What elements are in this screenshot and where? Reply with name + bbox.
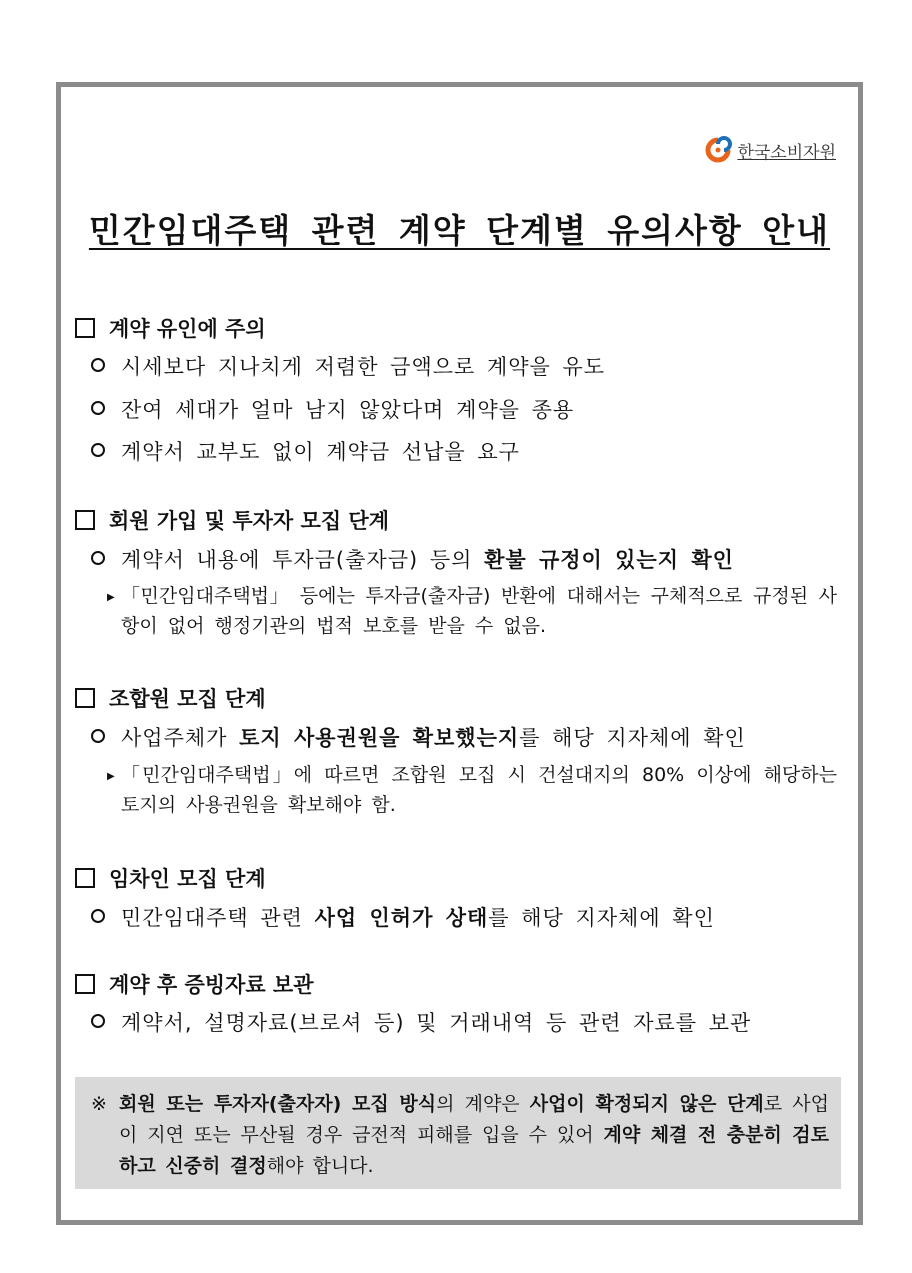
org-name: 한국소비자원	[737, 142, 836, 163]
circle-bullet-icon	[91, 551, 105, 565]
page-title: 민간임대주택 관련 계약 단계별 유의사항 안내	[88, 211, 831, 250]
circle-bullet-icon	[91, 1014, 105, 1028]
section-heading: 임차인 모집 단계	[75, 863, 266, 893]
caution-note	[75, 1077, 841, 1189]
checkbox-square-icon	[75, 318, 95, 338]
kca-logo-icon	[703, 135, 733, 165]
checkbox-square-icon	[75, 868, 95, 888]
list-item: 계약서 교부도 없이 계약금 선납을 요구	[91, 436, 520, 466]
list-item: 계약서, 설명자료(브로셔 등) 및 거래내역 등 관련 자료를 보관	[91, 1007, 751, 1037]
kca-logo	[703, 135, 836, 165]
circle-bullet-icon	[91, 909, 105, 923]
list-item: 계약서 내용에 투자금(출자금) 등의 환불 규정이 있는지 확인	[91, 544, 734, 574]
caution-text: 회원 또는 투자자(출자자) 모집 방식의 계약은 사업이 확정되지 않은 단계로 사업이 지연 또는 무산될 경우 금전적 피해를 입을 수 있어 계약 체결 전 충분히 검토하고 신중히 결정해야 합니다.	[119, 1093, 829, 1177]
checkbox-square-icon	[75, 688, 95, 708]
list-item: 사업주체가 토지 사용권원을 확보했는지를 해당 지자체에 확인	[91, 722, 746, 752]
circle-bullet-icon	[91, 358, 105, 372]
triangle-bullet-icon: ▶	[107, 592, 115, 603]
section-heading: 계약 유인에 주의	[75, 313, 266, 343]
sub-note: ▶ 「민간임대주택법」에 따르면 조합원 모집 시 건설대지의 80% 이상에 해당하는 토지의 사용권원을 확보해야 함.	[107, 760, 837, 820]
circle-bullet-icon	[91, 729, 105, 743]
section-heading: 회원 가입 및 투자자 모집 단계	[75, 505, 389, 535]
section-heading: 계약 후 증빙자료 보관	[75, 969, 314, 999]
reference-mark-icon: ※	[91, 1093, 107, 1115]
section-heading: 조합원 모집 단계	[75, 683, 266, 713]
circle-bullet-icon	[91, 443, 105, 457]
sub-note: ▶ 「민간임대주택법」 등에는 투자금(출자금) 반환에 대해서는 구체적으로 규정된 사항이 없어 행정기관의 법적 보호를 받을 수 없음.	[107, 581, 837, 641]
list-item: 민간임대주택 관련 사업 인허가 상태를 해당 지자체에 확인	[91, 902, 715, 932]
circle-bullet-icon	[91, 401, 105, 415]
list-item: 시세보다 지나치게 저렴한 금액으로 계약을 유도	[91, 351, 605, 381]
checkbox-square-icon	[75, 974, 95, 994]
document-frame	[56, 82, 863, 1225]
list-item: 잔여 세대가 얼마 남지 않았다며 계약을 종용	[91, 394, 574, 424]
triangle-bullet-icon: ▶	[107, 771, 115, 782]
checkbox-square-icon	[75, 510, 95, 530]
